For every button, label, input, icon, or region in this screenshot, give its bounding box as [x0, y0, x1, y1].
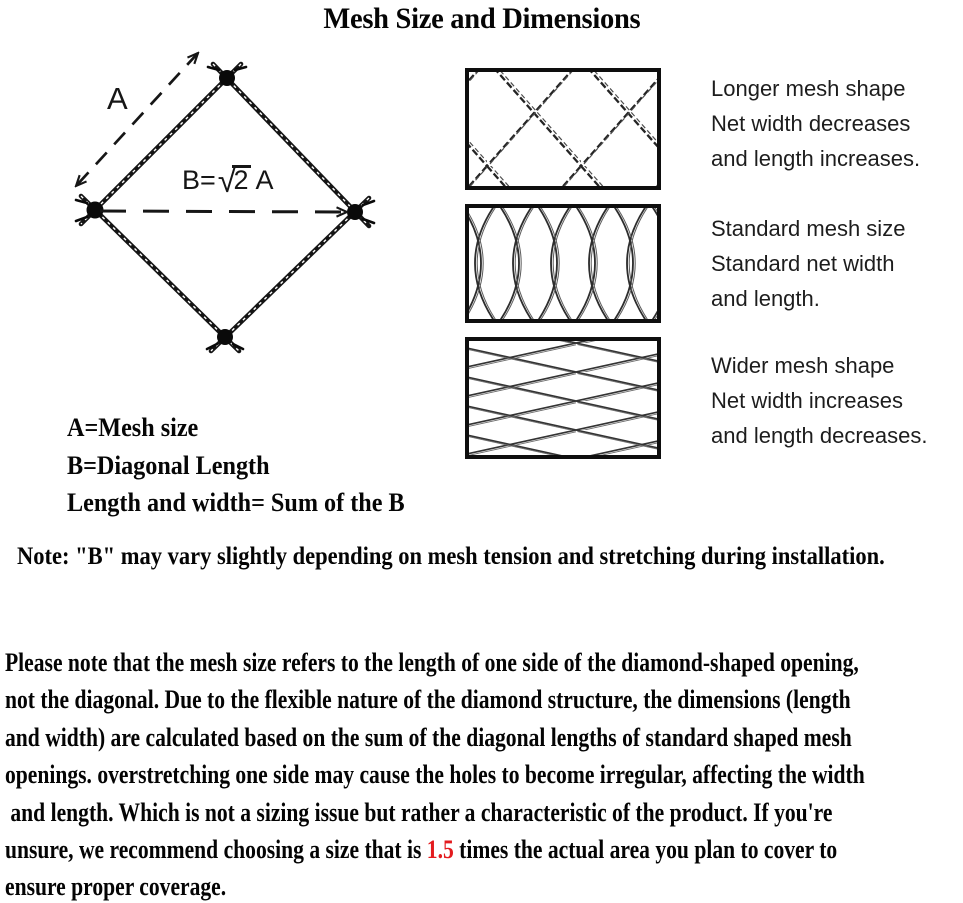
paragraph-line: openings. overstretching one side may cause the holes to become irregular, affecting the width [5, 760, 865, 790]
legend-line-mesh-size: A=Mesh size [67, 413, 199, 442]
legend-line-diagonal: B=Diagonal Length [67, 450, 270, 480]
mesh-image-wider [465, 337, 661, 459]
diagram-diagonal-label [182, 162, 274, 200]
highlight-after-text: times the actual area you plan to cover to [453, 835, 838, 865]
standard-mesh-pattern [469, 208, 657, 319]
legend-line-sum: Length and width= Sum of the B [67, 488, 405, 517]
caption-line: and length. [711, 286, 820, 311]
dimension-legend [67, 409, 430, 522]
page-title-text: Mesh Size and Dimensions [322, 2, 640, 35]
diagonal-measure-arrow [100, 211, 347, 212]
mesh-image-longer [465, 68, 661, 190]
caption-line: and length increases. [711, 146, 921, 171]
description-paragraph [5, 644, 963, 903]
caption-longer [711, 71, 963, 176]
paragraph-line-highlighted [5, 831, 865, 868]
highlight-value: 1.5 [426, 835, 454, 865]
sqrt-icon: √ [217, 162, 237, 200]
diagonal-label-prefix: B= [182, 165, 216, 195]
mesh-image-standard [465, 204, 661, 323]
caption-line: Longer mesh shape [711, 76, 906, 101]
paragraph-line: Please note that the mesh size refers to the length of one side of the diamond-shaped opening, [5, 648, 859, 677]
caption-line: Net width decreases [711, 111, 911, 136]
caption-line: Standard net width [711, 251, 895, 276]
paragraph-line: and width) are calculated based on the sum of the diagonal lengths of standard shaped mesh [5, 722, 852, 752]
caption-line: Net width increases [711, 388, 903, 413]
caption-standard [711, 211, 963, 316]
note-line: Note: "B" may vary slightly depending on mesh tension and stretching during installation. [17, 543, 885, 570]
paragraph-line: not the diagonal. Due to the flexible nature of the diamond structure, the dimensions (length [5, 685, 851, 715]
highlight-before-text: unsure, we recommend choosing a size that is [5, 835, 427, 865]
caption-line: Standard mesh size [711, 216, 906, 241]
caption-line: and length decreases. [711, 423, 928, 448]
paragraph-line: ensure proper coverage. [5, 872, 227, 902]
wider-mesh-pattern [469, 341, 657, 455]
longer-mesh-pattern [469, 72, 657, 186]
page-title [0, 1, 963, 37]
diagram-side-label: A [107, 81, 128, 116]
diagonal-label-suffix: A [255, 165, 274, 195]
caption-wider [711, 348, 963, 453]
diagonal-label-radicand: 2 [232, 165, 251, 193]
caption-line: Wider mesh shape [711, 353, 895, 378]
paragraph-line: and length. Which is not a sizing issue but rather a characteristic of the product. If you're [5, 797, 833, 827]
